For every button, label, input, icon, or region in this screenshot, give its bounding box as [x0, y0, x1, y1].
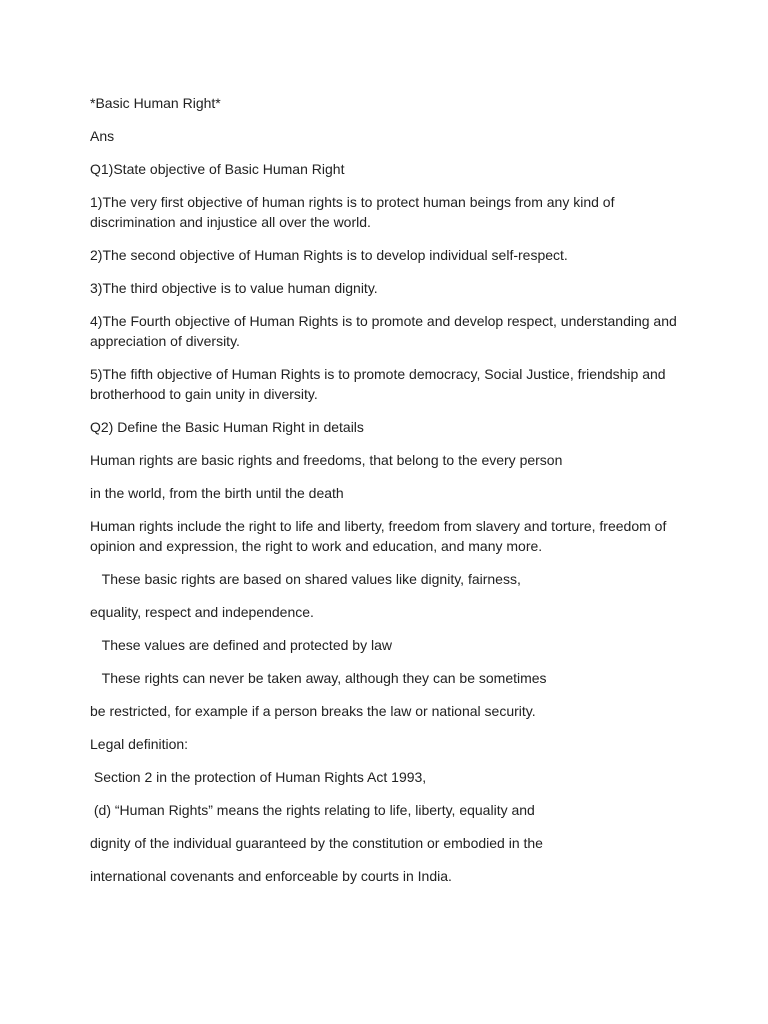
- never-taken-away-paragraph-line-1: These rights can never be taken away, although they can be sometimes: [90, 670, 547, 686]
- objective-5-paragraph: 5)The fifth objective of Human Rights is to promote democracy, Social Justice, friendship and brotherhood to gain unity in diversity.: [90, 366, 670, 402]
- never-taken-away-paragraph-line-2: be restricted, for example if a person breaks the law or national security.: [90, 703, 536, 719]
- definition-paragraph-line-1: Human rights are basic rights and freedoms, that belong to the every person: [90, 452, 563, 468]
- shared-values-paragraph-line-1: These basic rights are based on shared values like dignity, fairness,: [90, 571, 521, 587]
- legal-definition-line-3: international covenants and enforceable by courts in India.: [90, 868, 452, 884]
- question-1-heading: Q1)State objective of Basic Human Right: [90, 161, 345, 177]
- legal-definition-line-1: (d) “Human Rights” means the rights relating to life, liberty, equality and: [90, 802, 535, 818]
- legal-definition-line-2: dignity of the individual guaranteed by the constitution or embodied in the: [90, 835, 543, 851]
- rights-include-paragraph: Human rights include the right to life and liberty, freedom from slavery and torture, freedom of opinion and expression, the right to work and education, and many more.: [90, 518, 671, 554]
- shared-values-paragraph-line-2: equality, respect and independence.: [90, 604, 314, 620]
- answer-label: Ans: [90, 128, 115, 144]
- act-section-paragraph: Section 2 in the protection of Human Rights Act 1993,: [90, 769, 427, 785]
- objective-3-paragraph: 3)The third objective is to value human dignity.: [90, 280, 378, 296]
- objective-1-paragraph: 1)The very first objective of human rights is to protect human beings from any kind of discrimination and injustice all over the world.: [90, 194, 619, 230]
- definition-paragraph-line-2: in the world, from the birth until the death: [90, 485, 344, 501]
- legal-definition-heading: Legal definition:: [90, 736, 189, 752]
- protected-by-law-paragraph: These values are defined and protected by law: [90, 637, 392, 653]
- question-2-heading: Q2) Define the Basic Human Right in details: [90, 419, 364, 435]
- objective-4-paragraph: 4)The Fourth objective of Human Rights is to promote and develop respect, understanding and appreciation of diversity.: [90, 313, 681, 349]
- document-title: *Basic Human Right*: [90, 95, 221, 111]
- objective-2-paragraph: 2)The second objective of Human Rights is to develop individual self-respect.: [90, 247, 568, 263]
- document-body: [90, 93, 680, 899]
